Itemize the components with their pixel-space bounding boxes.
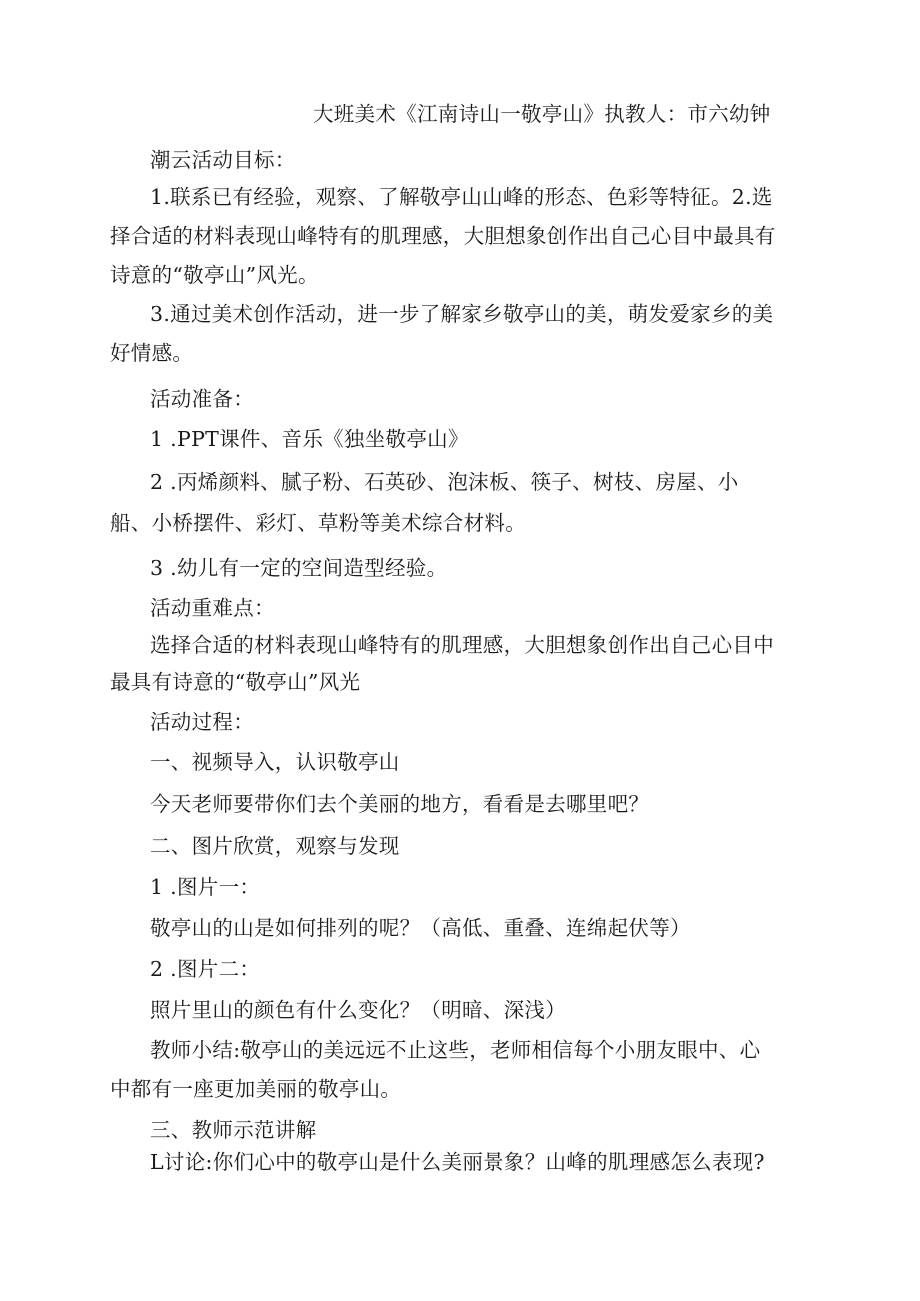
text-line: 照片里山的颜色有什么变化？（明暗、深浅） — [150, 998, 566, 1022]
section-heading: 活动过程： — [150, 710, 254, 734]
section-heading: 活动重难点： — [150, 596, 275, 620]
text-line: 中都有一座更加美丽的敬亭山。 — [110, 1077, 402, 1101]
text-line: 二、图片欣赏，观察与发现 — [150, 834, 400, 858]
text-line: 教师小结:敬亭山的美远远不止这些，老师相信每个小朋友眼中、心 — [150, 1038, 761, 1062]
text-line: 一、视频导入，认识敬亭山 — [150, 750, 400, 774]
list-item: 1 .PPT课件、音乐《独坐敬亭山》 — [150, 427, 469, 451]
section-heading: 三、教师示范讲解 — [150, 1118, 317, 1142]
text-line: 潮云活动目标： — [150, 148, 296, 172]
text-line: 择合适的材料表现山峰特有的肌理感，大胆想象创作出自己心目中最具有 — [110, 224, 776, 248]
text-line: 好情感。 — [110, 341, 194, 365]
text-line: 3.通过美术创作活动，进一步了解家乡敬亭山的美，萌发爱家乡的美 — [150, 302, 774, 326]
document-title: 大班美术《江南诗山一敬亭山》执教人：市六幼钟 — [313, 102, 771, 126]
text-line: 最具有诗意的“敬亭山”风光 — [110, 670, 361, 694]
text-line: 船、小桥摆件、彩灯、草粉等美术综合材料。 — [110, 511, 526, 535]
list-item: 1 .图片一： — [150, 875, 261, 899]
list-item: 2 .图片二： — [150, 957, 261, 981]
text-line: 诗意的“敬亭山”风光。 — [110, 263, 319, 287]
text-line: 1.联系已有经验，观察、了解敬亭山山峰的形态、色彩等特征。2.选 — [150, 185, 773, 209]
list-item: 3 .幼儿有一定的空间造型经验。 — [150, 556, 448, 580]
text-line: 敬亭山的山是如何排列的呢？（高低、重叠、连绵起伏等） — [150, 916, 691, 940]
section-heading: 活动准备： — [150, 387, 254, 411]
text-line: 今天老师要带你们去个美丽的地方，看看是去哪里吧？ — [150, 792, 650, 816]
list-item: 2 .丙烯颜料、腻子粉、石英砂、泡沫板、筷子、树枝、房屋、小 — [150, 470, 739, 494]
text-line: L讨论:你们心中的敬亭山是什么美丽景象？山峰的肌理感怎么表现? — [150, 1150, 765, 1174]
text-line: 选择合适的材料表现山峰特有的肌理感，大胆想象创作出自己心目中 — [150, 633, 774, 657]
